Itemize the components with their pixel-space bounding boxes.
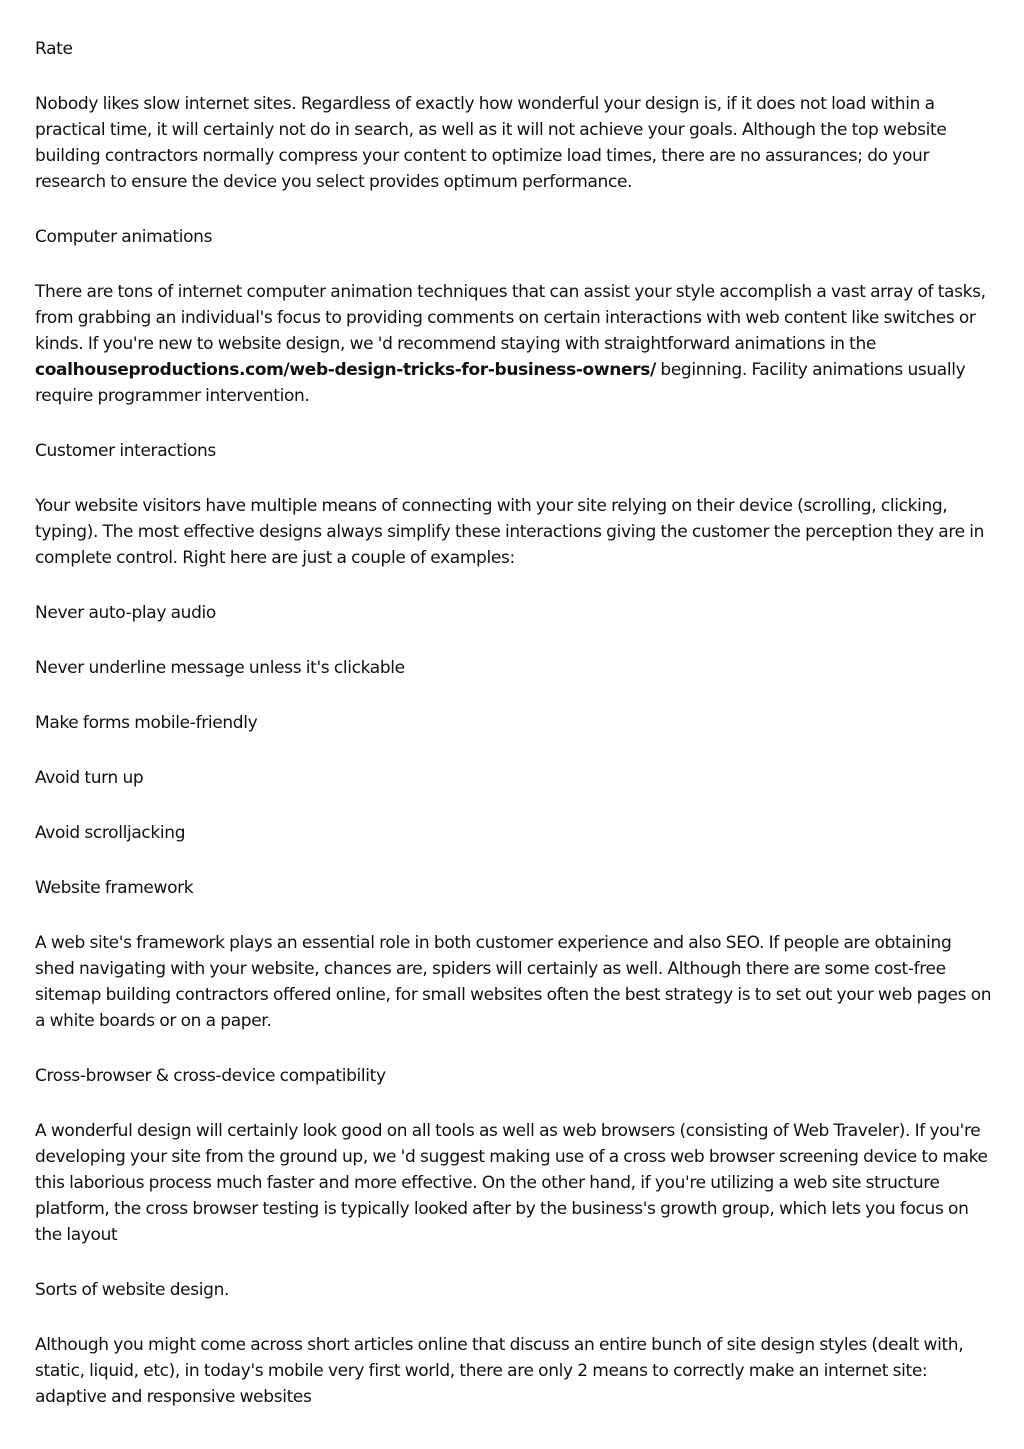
list-item: Never auto-play audio bbox=[35, 603, 216, 623]
heading-compatibility: Cross-browser & cross-device compatibility bbox=[35, 1066, 386, 1086]
paragraph-rate: Nobody likes slow internet sites. Regardless of exactly how wonderful your design is, if it does not load within a practical time, it will certainly not do in search, as well as it will not achieve your goals. Although the top website building contractors normally compress your content to optimize load times, there are no assurances; do your research to ensure the device you select provides optimum performance. bbox=[35, 94, 947, 192]
list-item: Never underline message unless it's clickable bbox=[35, 658, 405, 678]
heading-rate: Rate bbox=[35, 39, 73, 59]
list-item: Make forms mobile-friendly bbox=[35, 713, 258, 733]
paragraph-compatibility: A wonderful design will certainly look good on all tools as well as web browsers (consisting of Web Traveler). If you're developing your site from the ground up, we 'd suggest making use of a cross web browser screening device to make this laborious process much faster and more effective. On the other hand, if you're utilizing a web site structure platform, the cross browser testing is typically looked after by the business's growth group, which lets you focus on the layout bbox=[35, 1121, 988, 1245]
paragraph-sorts-of-design: Although you might come across short articles online that discuss an entire bunch of site design styles (dealt with, static, liquid, etc), in today's mobile very first world, there are only 2 means to correctly make an internet site: adaptive and responsive websites bbox=[35, 1335, 964, 1407]
paragraph-website-framework: A web site's framework plays an essential role in both customer experience and also SEO. If people are obtaining shed navigating with your website, chances are, spiders will certainly as well. Although there are some cost-free sitemap building contractors offered online, for small websites often the best strategy is to set out your web pages on a white boards or on a paper. bbox=[35, 933, 992, 1031]
coalhouse-link[interactable]: coalhouseproductions.com/web-design-tricks-for-business-owners/ bbox=[35, 360, 656, 380]
heading-computer-animations: Computer animations bbox=[35, 227, 213, 247]
document-body bbox=[35, 36, 995, 1439]
list-item: Avoid turn up bbox=[35, 768, 144, 788]
list-item: Avoid scrolljacking bbox=[35, 823, 186, 843]
heading-sorts-of-design: Sorts of website design. bbox=[35, 1280, 230, 1300]
heading-customer-interactions: Customer interactions bbox=[35, 441, 216, 461]
heading-website-framework: Website framework bbox=[35, 878, 194, 898]
paragraph-computer-animations bbox=[35, 279, 995, 409]
paragraph-animations-before: There are tons of internet computer animation techniques that can assist your style accomplish a vast array of tasks, from grabbing an individual's focus to providing comments on certain interactions with web content like switches or kinds. If you're new to website design, we 'd recommend staying with straightforward animations in the bbox=[35, 282, 986, 354]
paragraph-customer-interactions: Your website visitors have multiple means of connecting with your site relying on their device (scrolling, clicking, typing). The most effective designs always simplify these interactions giving the customer the perception they are in complete control. Right here are just a couple of examples: bbox=[35, 496, 985, 568]
paragraph-animations-after: beginning. Facility animations usually require programmer intervention. bbox=[35, 360, 966, 406]
